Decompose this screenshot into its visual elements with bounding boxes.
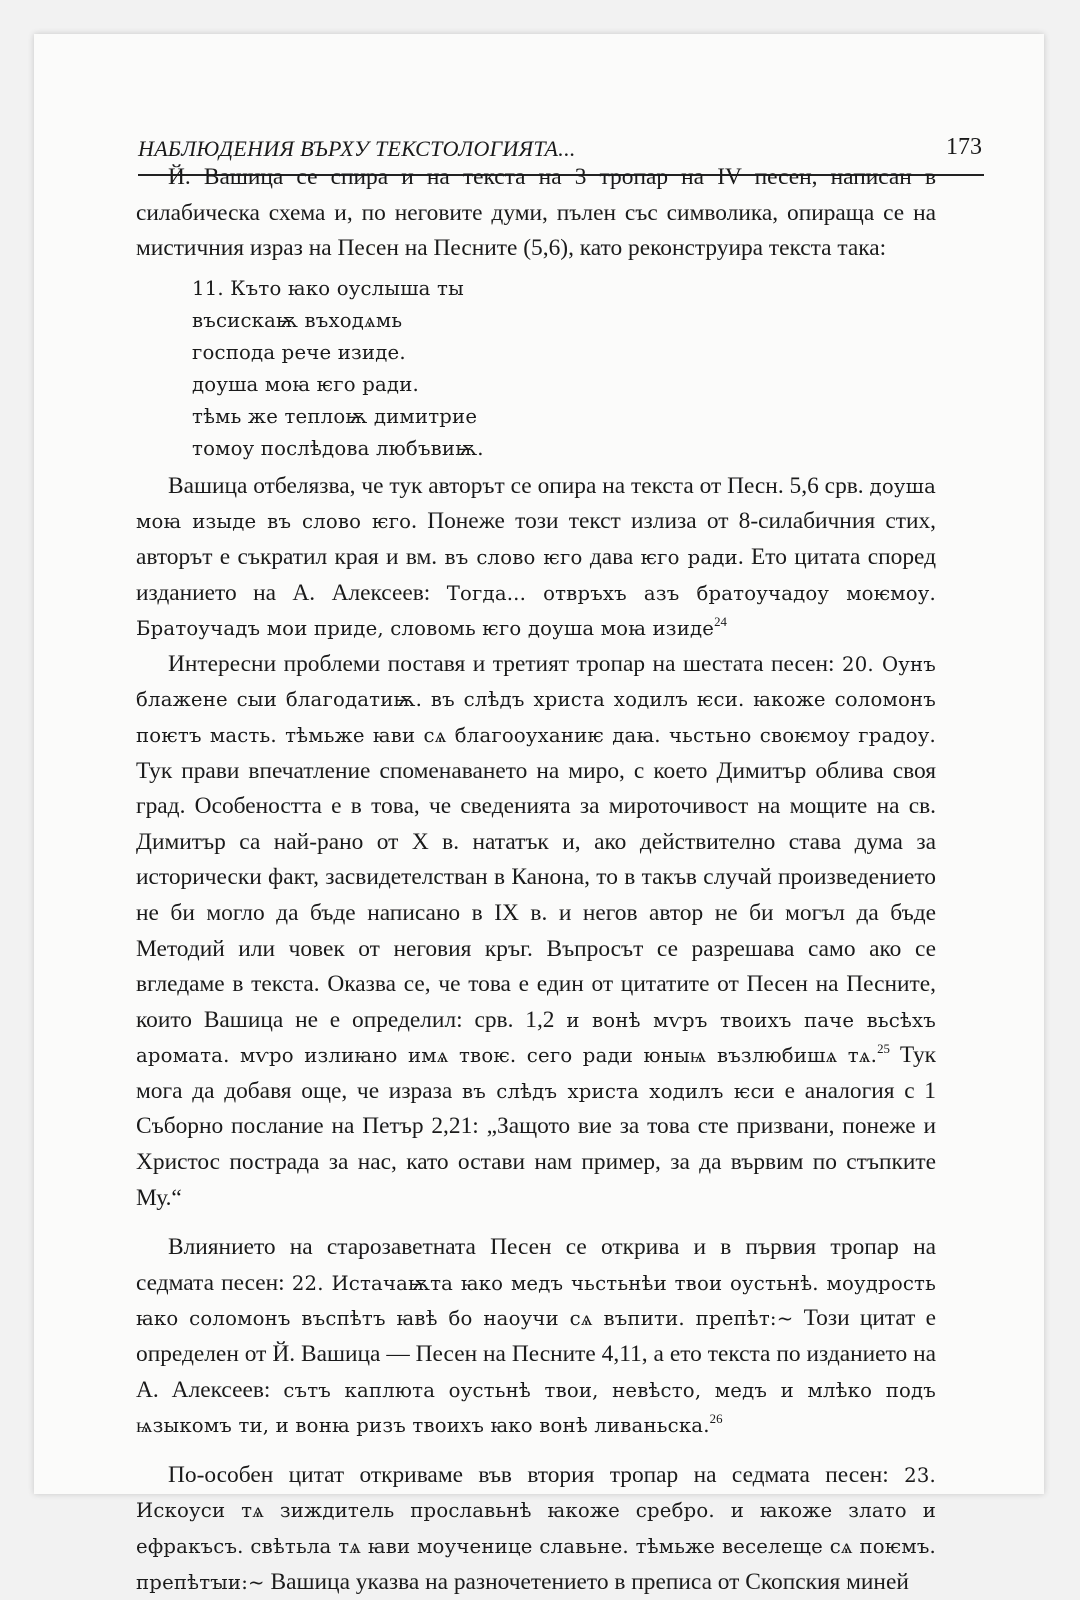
paragraph-1: Й. Вашица се спира и на текста на 3 тропар на IV песен, написан в силабическа схема и, по неговите думи, пълен със символика, опираща се на мистичния израз на Песен на Песните (5,6), като реконструира текста така:	[136, 164, 936, 262]
church-slavonic-quote: Тогда... отвръхъ азъ братоучадоу моѥмоу. Братоучадъ мои приде, словомь ѥго доуша моꙗ изиде	[136, 581, 936, 641]
verse-reconstruction	[192, 273, 936, 465]
church-slavonic-quote: ѥго ради	[640, 545, 738, 569]
church-slavonic-quote: сътъ каплюта оустьнѣ твои, невѣсто, медъ и млѣко подъ ѩзыкомъ ти, и вонꙗ ризъ твоихъ ꙗко вонѣ ливаньска.	[136, 1378, 936, 1438]
church-slavonic-quote: въ слово ѥго	[444, 545, 583, 569]
footnote-ref[interactable]: 24	[714, 615, 727, 630]
church-slavonic-quote: 20. Оунъ блажене сыи благодатиѭ. въ слѣдъ христа ходилъ ѥси. ꙗкоже соломонъ поѥтъ масть. тѣмьже ꙗви сѧ благооуханиѥ даꙗ. чьстьно своѥмоу градоу.	[136, 652, 936, 747]
church-slavonic-quote: 23. Искоуси тѧ зиждитель прославьнѣ ꙗкоже сребро. и ꙗкоже злато и ефракъсъ. свѣтьла тѧ ꙗви моученице славьне. тѣмьже веселеще сѧ поѥмъ. препѣтꙑи:~	[136, 1463, 936, 1594]
verse-line: господа рече изиде.	[192, 340, 406, 364]
page-number: 173	[946, 134, 982, 160]
paragraph-3: Интересни проблеми поставя и третият тропар на шестата песен: 20. Оунъ блажене сыи благодатиѭ. въ слѣдъ христа ходилъ ѥси. ꙗкоже соломонъ поѥтъ масть. тѣмьже ꙗви сѧ благооуханиѥ даꙗ. чьстьно своѥмоу градоу. Тук прави впечатление споменаването на миро, с което Димитър облива своя град. Особеността е в това, че сведенията за мироточивост на мощите на св. Димитър са най-рано от X в. нататък и, ако действително става дума за исторически факт, засвидетелстван в Канона, то в такъв случай произведението не би могло да бъде написано в IX в. и негов автор не би могъл да бъде Методий или човек от неговия кръг. Въпросът се разрешава само ако се вгледаме в текста. Оказва се, че това е един от цитатите от Песен на Песните, които Вашица не е определил: срв. 1,2 и вонѣ мѵръ твоихъ паче вьсѣхъ аромата. мѵро излиꙗно имѧ твоѥ. сего ради юныѩ възлюбишѧ тѧ.$^{25}$ Тук мога да добавя още, че израза въ слѣдъ христа ходилъ ѥси е аналогия с 1 Съборно послание на Петър 2,21: „Защото вие за това сте призвани, понеже и Христос пострада за нас, като остави нам пример, за да вървим по стъпките Му.“	[136, 650, 937, 1211]
church-slavonic-quote: въ слѣдъ христа ходилъ ѥси	[461, 1079, 775, 1103]
verse-line: доуша моꙗ ѥго ради.	[192, 372, 419, 396]
verse-line: въсискаѭ въходѧмь	[192, 308, 403, 332]
running-title: НАБЛЮДЕНИЯ ВЪРХУ ТЕКСТОЛОГИЯТА...	[138, 136, 576, 161]
footnote-ref[interactable]: 25	[877, 1042, 890, 1057]
church-slavonic-quote: доуша моꙗ изыде въ слово ѥго	[136, 474, 936, 534]
paragraph-2: Вашица отбелязва, че тук авторът се опира на текста от Песн. 5,6 срв. доуша моꙗ изыде въ слово ѥго. Понеже този текст излиза от 8-силабичния стих, авторът е съкратил края и вм. въ слово ѥго дава ѥго ради. Ето цитата според изданието на А. Алексеев: Тогда... отвръхъ азъ братоучадоу моѥмоу. Братоучадъ мои приде, словомь ѥго доуша моꙗ изиде$^{24}$	[136, 472, 937, 641]
verse-line: 11. Къто ꙗко оуслыша ты	[192, 276, 464, 300]
verse-line: томоу послѣдова любъвиѭ.	[192, 436, 484, 460]
church-slavonic-quote: и вонѣ мѵръ твоихъ паче вьсѣхъ аромата. мѵро излиꙗно имѧ твоѥ. сего ради юныѩ възлюбишѧ тѧ.	[136, 1008, 936, 1068]
paragraph-4: Влиянието на старозаветната Песен се открива и в първия тропар на седмата песен: 22. Истачаѭта ꙗко медъ чьстьнѣи твои оустьнѣ. моудрость ꙗко соломонъ въспѣтъ ꙗвѣ бо наоучи сѧ въпити. препѣт:~ Този цитат е определен от Й. Вашица — Песен на Песните 4,11, а ето текста по изданието на А. Алексеев: сътъ каплюта оустьнѣ твои, невѣсто, медъ и млѣко подъ ѩзыкомъ ти, и вонꙗ ризъ твоихъ ꙗко вонѣ ливаньска.$^{26}$	[136, 1234, 937, 1438]
body-text	[136, 160, 936, 1600]
church-slavonic-quote: 22. Истачаѭта ꙗко медъ чьстьнѣи твои оустьнѣ. моудрость ꙗко соломонъ въспѣтъ ꙗвѣ бо наоучи сѧ въпити. препѣт:~	[136, 1271, 937, 1331]
footnote-ref[interactable]: 26	[709, 1412, 723, 1427]
paragraph-5: По-особен цитат откриваме във втория тропар на седмата песен: 23. Искоуси тѧ зиждитель прославьнѣ ꙗкоже сребро. и ꙗкоже злато и ефракъсъ. свѣтьла тѧ ꙗви моученице славьне. тѣмьже веселеще сѧ поѥмъ. препѣтꙑи:~ Вашица указва на разночетението в преписа от Скопския миней	[136, 1461, 936, 1595]
verse-line: тѣмь же теплоѭ димитрие	[192, 404, 478, 428]
